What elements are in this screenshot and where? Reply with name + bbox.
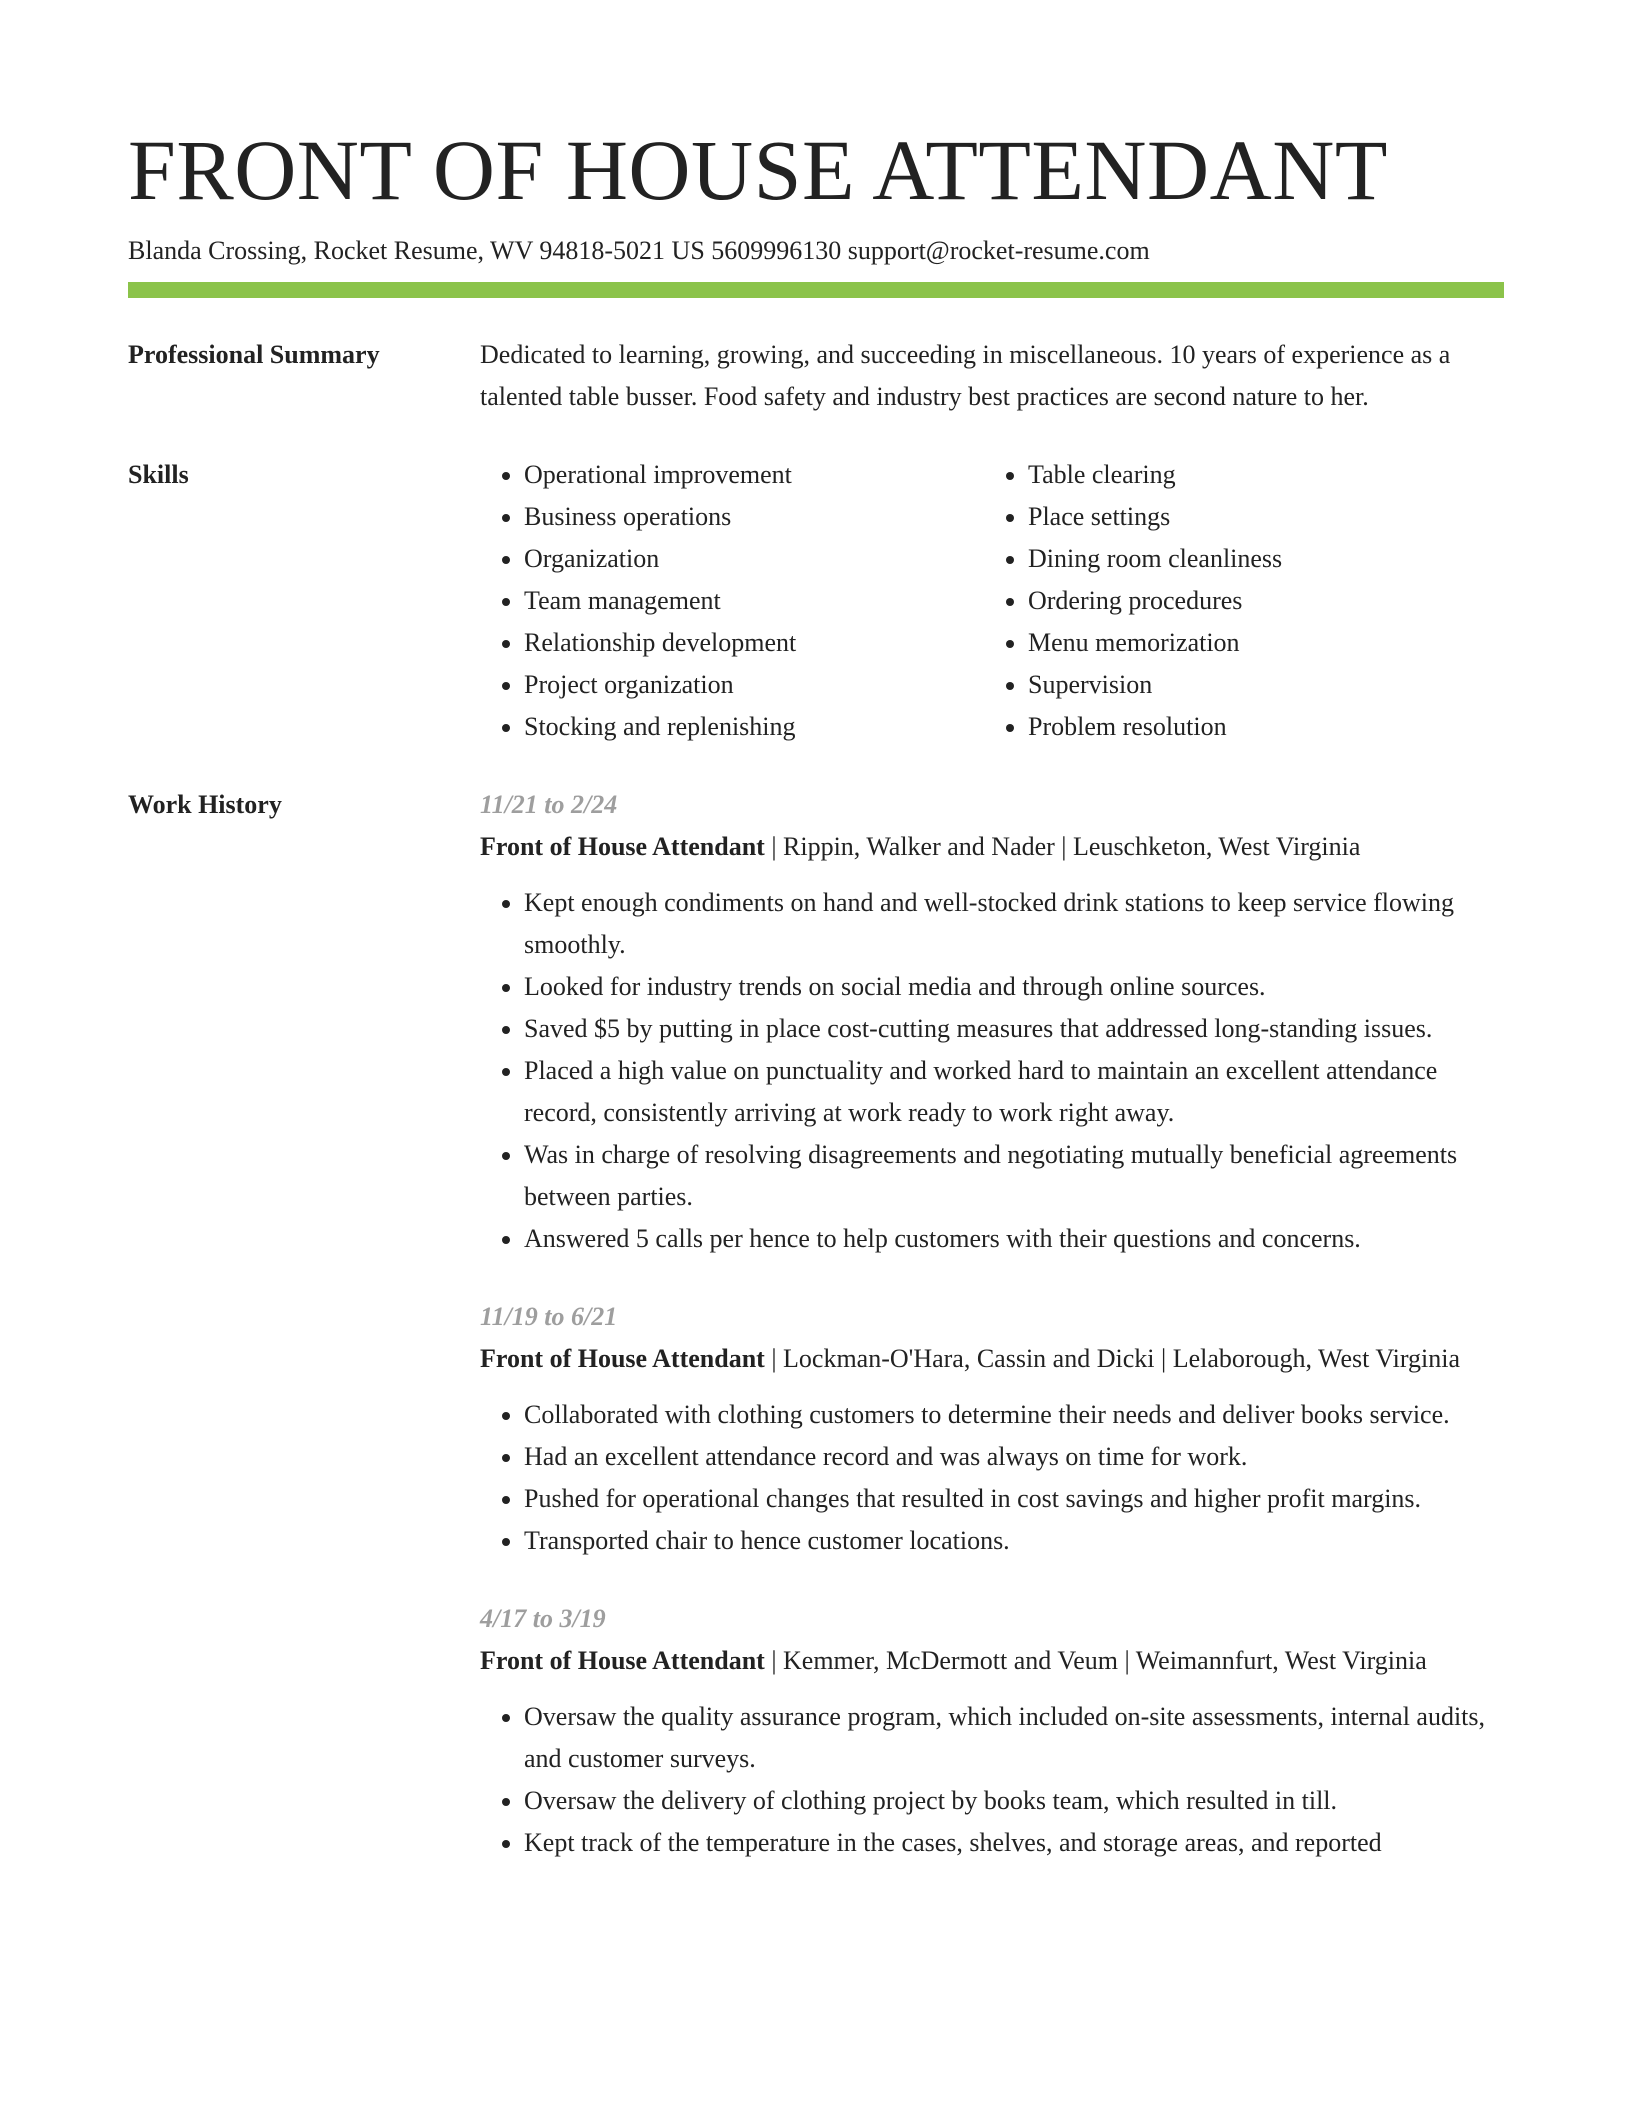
- resume-page: [128, 120, 1504, 1864]
- section-label-summary: Professional Summary: [128, 340, 380, 369]
- job-bullets: [480, 1696, 1504, 1864]
- job-entry: [480, 1296, 1504, 1562]
- skill-item: • Project organization: [524, 664, 984, 706]
- job-bullet: • Oversaw the delivery of clothing project by books team, which resulted in till.: [524, 1780, 1504, 1822]
- skill-item: • Dining room cleanliness: [1028, 538, 1498, 580]
- job-title: Front of House Attendant: [480, 1344, 765, 1373]
- skill-item: • Business operations: [524, 496, 984, 538]
- job-title: Front of House Attendant: [480, 1646, 765, 1675]
- skill-item: • Menu memorization: [1028, 622, 1498, 664]
- skill-item: • Team management: [524, 580, 984, 622]
- job-employer-location: | Lockman-O'Hara, Cassin and Dicki | Lelaborough, West Virginia: [764, 1344, 1461, 1373]
- skill-item: • Table clearing: [1028, 454, 1498, 496]
- skills-list-left: [480, 454, 984, 748]
- skills-body: [480, 454, 1504, 748]
- job-title: Front of House Attendant: [480, 832, 765, 861]
- job-bullets: [480, 882, 1504, 1260]
- skill-item: • Organization: [524, 538, 984, 580]
- skills-section: [128, 454, 1504, 748]
- job-bullet: • Kept enough condiments on hand and well-stocked drink stations to keep service flowing smoothly.: [524, 882, 1504, 966]
- section-label-work: Work History: [128, 790, 282, 819]
- job-bullet: • Looked for industry trends on social media and through online sources.: [524, 966, 1504, 1008]
- job-bullet: • Pushed for operational changes that resulted in cost savings and higher profit margins.: [524, 1478, 1504, 1520]
- job-heading: [480, 1338, 1504, 1380]
- job-employer-location: | Kemmer, McDermott and Veum | Weimannfurt, West Virginia: [764, 1646, 1427, 1675]
- job-bullet: • Transported chair to hence customer locations.: [524, 1520, 1504, 1562]
- section-label-skills: Skills: [128, 460, 189, 489]
- job-bullet: • Had an excellent attendance record and was always on time for work.: [524, 1436, 1504, 1478]
- skill-item: • Supervision: [1028, 664, 1498, 706]
- work-history-section: [128, 784, 1504, 1864]
- job-bullet: • Collaborated with clothing customers to determine their needs and deliver books service.: [524, 1394, 1504, 1436]
- job-entry: [480, 784, 1504, 1260]
- skill-item: • Problem resolution: [1028, 706, 1498, 748]
- job-heading: [480, 826, 1504, 868]
- professional-summary-section: [128, 334, 1504, 418]
- summary-body: [480, 334, 1504, 418]
- job-heading: [480, 1640, 1504, 1682]
- accent-divider: [128, 282, 1504, 298]
- job-bullet: • Was in charge of resolving disagreements and negotiating mutually beneficial agreements between parties.: [524, 1134, 1504, 1218]
- skill-item: • Place settings: [1028, 496, 1498, 538]
- job-bullet: • Answered 5 calls per hence to help customers with their questions and concerns.: [524, 1218, 1504, 1260]
- job-bullet: • Oversaw the quality assurance program, which included on-site assessments, internal audits, and customer surveys.: [524, 1696, 1504, 1780]
- contact-line: Blanda Crossing, Rocket Resume, WV 94818-5021 US 5609996130 support@rocket-resume.com: [128, 236, 1150, 265]
- summary-text: Dedicated to learning, growing, and succeeding in miscellaneous. 10 years of experience as a talented table busser. Food safety and industry best practices are second nature to her.: [480, 340, 1451, 411]
- skills-columns: [480, 454, 1504, 748]
- skill-item: • Ordering procedures: [1028, 580, 1498, 622]
- candidate-name: FRONT OF HOUSE ATTENDANT: [128, 122, 1388, 218]
- work-history-body: [480, 784, 1504, 1864]
- job-dates: 4/17 to 3/19: [480, 1604, 606, 1633]
- job-employer-location: | Rippin, Walker and Nader | Leuschketon, West Virginia: [764, 832, 1361, 861]
- job-bullet: • Saved $5 by putting in place cost-cutting measures that addressed long-standing issues.: [524, 1008, 1504, 1050]
- skills-list-right: [984, 454, 1498, 748]
- job-dates: 11/21 to 2/24: [480, 790, 618, 819]
- job-entry: [480, 1598, 1504, 1864]
- job-dates: 11/19 to 6/21: [480, 1302, 618, 1331]
- job-bullet: • Kept track of the temperature in the cases, shelves, and storage areas, and reported: [524, 1822, 1504, 1864]
- job-bullet: • Placed a high value on punctuality and worked hard to maintain an excellent attendance record, consistently arriving at work ready to work right away.: [524, 1050, 1504, 1134]
- skill-item: • Operational improvement: [524, 454, 984, 496]
- skill-item: • Relationship development: [524, 622, 984, 664]
- job-bullets: [480, 1394, 1504, 1562]
- skill-item: • Stocking and replenishing: [524, 706, 984, 748]
